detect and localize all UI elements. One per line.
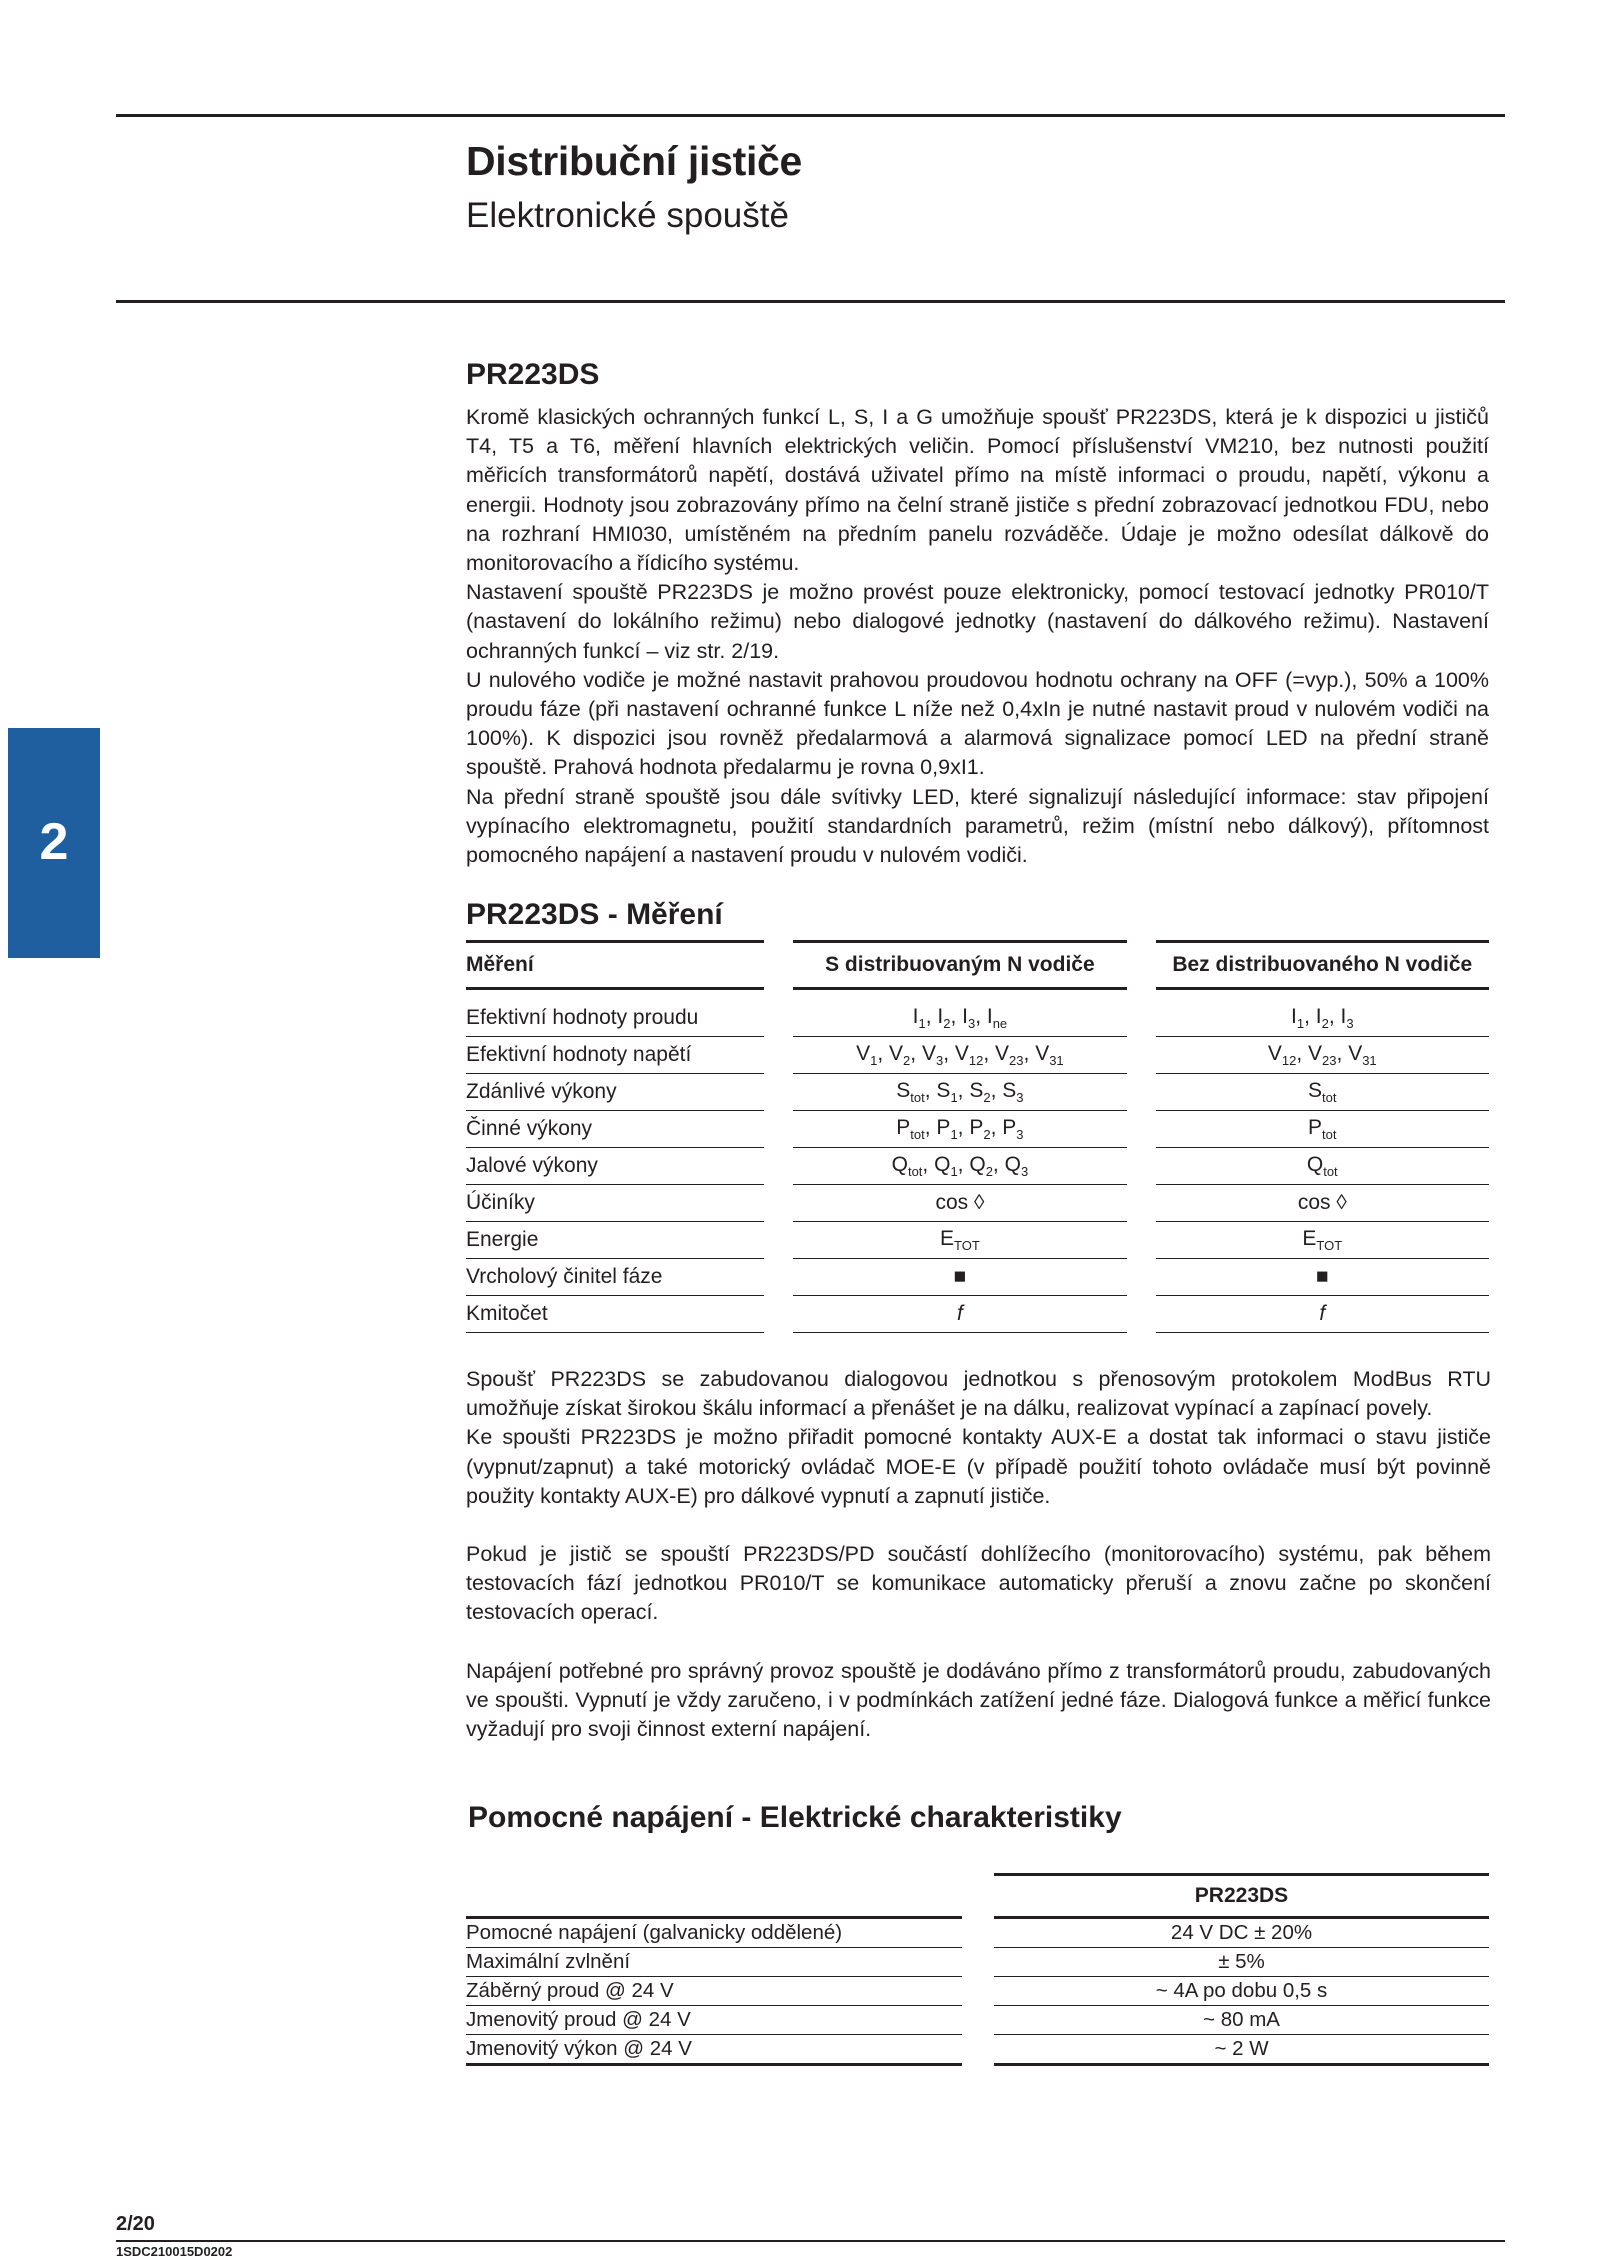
with-n-value: $Q_{tot}$, $Q_1$, $Q_2$, $Q_3$	[793, 1148, 1126, 1185]
with-n-value: $P_{tot}$, $P_1$, $P_2$, $P_3$	[793, 1111, 1126, 1148]
without-n-value: $Q_{tot}$	[1156, 1148, 1489, 1185]
row-label: Zdánlivé výkony	[466, 1074, 764, 1111]
table-row	[466, 1185, 1489, 1222]
table-row	[466, 1222, 1489, 1259]
table-row	[466, 1037, 1489, 1074]
paragraph: Ke spoušti PR223DS je možno přiřadit pomocné kontakty AUX-E a dostat tak informaci o stavu jističe (vypnut/zapnut) a také motorický ovládač MOE-E (v případě použití tohoto ovládače musí být povinně použity kontakty AUX-E) pro dálkové vypnutí a zapnutí jističe.	[466, 1425, 1491, 1508]
row-label: Jmenovitý proud @ 24 V	[466, 2006, 962, 2035]
with-n-value: ■	[793, 1259, 1126, 1296]
row-value: ~ 4A po dobu 0,5 s	[994, 1977, 1489, 2006]
row-value: ~ 2 W	[994, 2035, 1489, 2065]
with-n-value: $E_{TOT}$	[793, 1222, 1126, 1259]
without-n-value: $S_{tot}$	[1156, 1074, 1489, 1111]
intro-text	[466, 403, 1489, 870]
column-header: Bez distribuovaného N vodiče	[1156, 942, 1489, 989]
row-label: Jalové výkony	[466, 1148, 764, 1185]
row-label: Kmitočet	[466, 1296, 764, 1333]
row-label: Jmenovitý výkon @ 24 V	[466, 2035, 962, 2065]
row-value: 24 V DC ± 20%	[994, 1918, 1489, 1948]
section-heading-pr223ds: PR223DS	[466, 358, 600, 391]
paragraph: Na přední straně spouště jsou dále svítivky LED, které signalizují následující informace: stav připojení vypínacího elektromagnetu, použití standardních parametrů, režim (místní nebo dálkový), přítomnost pomocného napájení a nastavení proudu v nulovém vodiči.	[466, 784, 1489, 868]
document-code: 1SDC210015D0202	[116, 2244, 233, 2259]
section-heading-aux-supply: Pomocné napájení - Elektrické charakteristiky	[468, 1801, 1122, 1834]
chapter-number: 2	[39, 813, 69, 871]
table-row	[466, 1074, 1489, 1111]
page-subtitle: Elektronické spouště	[466, 196, 789, 235]
with-n-value: $S_{tot}$, $S_1$, $S_2$, $S_3$	[793, 1074, 1126, 1111]
row-value: ~ 80 mA	[994, 2006, 1489, 2035]
with-n-value: $I_1$, $I_2$, $I_3$, $I_{ne}$	[793, 1000, 1126, 1037]
paragraph: Nastavení spouště PR223DS je možno provést pouze elektronicky, pomocí testovací jednotky PR010/T (nastavení do lokálního režimu) nebo dialogové jednotky (nastavení do dálkového režimu). Nastavení ochranných funkcí – viz str. 2/19.	[466, 580, 1489, 663]
with-n-value: f	[793, 1296, 1126, 1333]
paragraph: Napájení potřebné pro správný provoz spouště je dodáváno přímo z transformátorů proudu, zabudovaných ve spoušti. Vypnutí je vždy zaručeno, i v podmínkách zatížení jedné fáze. Dialogová funkce a měřicí funkce vyžadují pro svoji činnost externí napájení.	[466, 1658, 1491, 1742]
column-header: Měření	[466, 942, 764, 989]
paragraph: Pokud je jistič se spouští PR223DS/PD součástí dohlížecího (monitorovacího) systému, pak během testovacích fází jednotkou PR010/T se komunikace automaticky přeruší a znovu začne po skončení testovacích operací.	[466, 1542, 1491, 1625]
page-number: 2/20	[116, 2213, 155, 2235]
paragraph: Kromě klasických ochranných funkcí L, S, I a G umožňuje spoušť PR223DS, která je k dispozici u jističů T4, T5 a T6, měření hlavních elektrických veličin. Pomocí příslušenství VM210, bez nutnosti použití měřicích transformátorů napětí, dostává uživatel přímo na místě informaci o proudu, napětí, výkonu a energii. Hodnoty jsou zobrazovány přímo na čelní straně jističe s přední zobrazovací jednotkou FDU, nebo na rozhraní HMI030, umístěném na předním panelu rozváděče. Údaje je možno odesílat dálkově do monitorovacího a řídicího systému.	[466, 405, 1489, 576]
row-label: Záběrný proud @ 24 V	[466, 1977, 962, 2006]
row-value: ± 5%	[994, 1948, 1489, 1977]
without-n-value: $V_{12}$, $V_{23}$, $V_{31}$	[1156, 1037, 1489, 1074]
table-row	[466, 1296, 1489, 1333]
communication-text	[466, 1365, 1491, 1744]
table-row	[466, 1918, 1489, 1948]
row-label: Maximální zvlnění	[466, 1948, 962, 1977]
measurement-table	[466, 940, 1489, 1333]
row-label: Energie	[466, 1222, 764, 1259]
row-label: Efektivní hodnoty napětí	[466, 1037, 764, 1074]
paragraph: U nulového vodiče je možné nastavit prahovou proudovou hodnotu ochrany na OFF (=vyp.), 50% a 100% proudu fáze (při nastavení ochranné funkce L níže než 0,4xIn je nutné nastavit proud v nulovém vodiči na 100%). K dispozici jsou rovněž předalarmová a alarmová signalizace pomocí LED na přední straně spouště. Prahová hodnota předalarmu je rovna 0,9xI1.	[466, 667, 1489, 780]
row-label: Účiníky	[466, 1185, 764, 1222]
with-n-value: $V_1$, $V_2$, $V_3$, $V_{12}$, $V_{23}$, $V_{31}$	[793, 1037, 1126, 1074]
table-row	[466, 1111, 1489, 1148]
table-row	[466, 1148, 1489, 1185]
without-n-value: $I_1$, $I_2$, $I_3$	[1156, 1000, 1489, 1037]
without-n-value: f	[1156, 1296, 1489, 1333]
table-row	[466, 2006, 1489, 2035]
without-n-value: cos ◊	[1156, 1185, 1489, 1222]
row-label: Činné výkony	[466, 1111, 764, 1148]
page-title: Distribuční jističe	[466, 138, 803, 184]
row-label: Efektivní hodnoty proudu	[466, 1000, 764, 1037]
table-row	[466, 1000, 1489, 1037]
footer-rule	[116, 2240, 1505, 2242]
row-label: Pomocné napájení (galvanicky oddělené)	[466, 1918, 962, 1948]
without-n-value: $P_{tot}$	[1156, 1111, 1489, 1148]
row-label: Vrcholový činitel fáze	[466, 1259, 764, 1296]
table-row	[466, 1259, 1489, 1296]
chapter-tab	[8, 728, 100, 958]
with-n-value: cos ◊	[793, 1185, 1126, 1222]
section-heading-measurement: PR223DS - Měření	[466, 898, 723, 931]
paragraph: Spoušť PR223DS se zabudovanou dialogovou jednotkou s přenosovým protokolem ModBus RTU umožňuje získat širokou škálu informací a přenášet je na dálku, realizovat vypínací a zapínací povely.	[466, 1367, 1491, 1421]
header-bottom-rule	[116, 300, 1505, 303]
header-top-rule	[116, 114, 1505, 117]
table-row	[466, 1948, 1489, 1977]
table-row	[466, 1977, 1489, 2006]
column-header: PR223DS	[994, 1875, 1489, 1918]
column-header: S distribuovaným N vodiče	[793, 942, 1126, 989]
without-n-value: ■	[1156, 1259, 1489, 1296]
aux-supply-table	[466, 1873, 1489, 2066]
without-n-value: $E_{TOT}$	[1156, 1222, 1489, 1259]
table-row	[466, 2035, 1489, 2065]
